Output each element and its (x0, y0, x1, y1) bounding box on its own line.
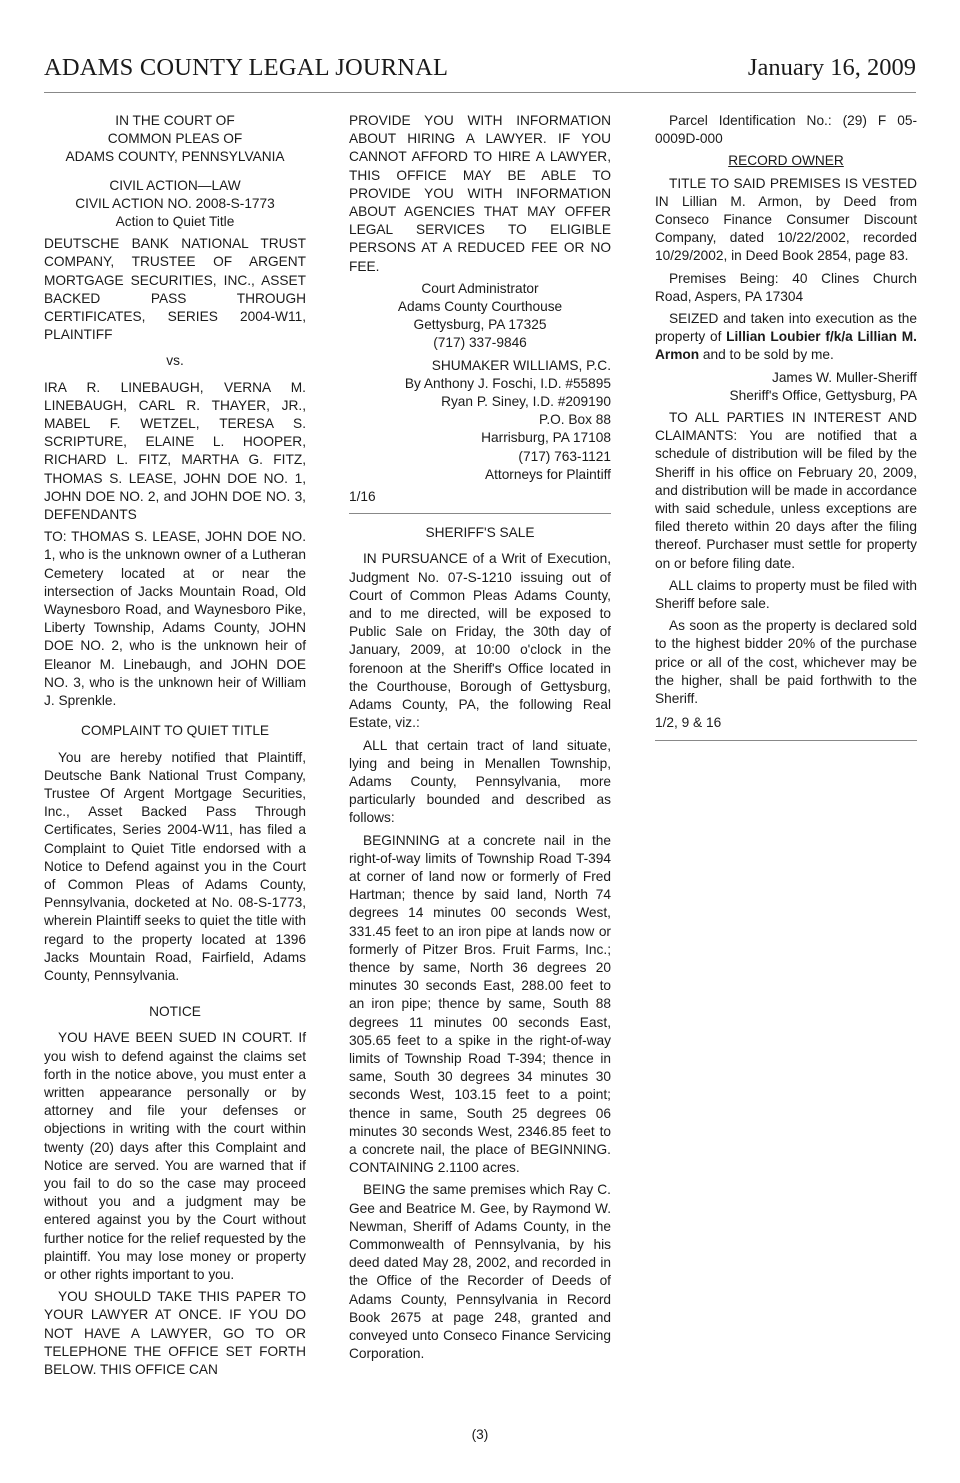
action-line: CIVIL ACTION NO. 2008-S-1773 (75, 195, 275, 211)
being-paragraph: BEING the same premises which Ray C. Gee and Beatrice M. Gee, by Raymond W. Newman, Sheriff of Adams County, in the Commonwealth of Pennsylvania, by his deed dated May 28, 2002, and recorded in the Office of the Recorder of Deeds of Adams County, Pennsylvania in Record Book 2675 at page 248, granted and conveyed unto Conseco Finance Servicing Corporation. (349, 1182, 611, 1362)
firm-line: By Anthony J. Foschi, I.D. #55895 (404, 375, 611, 391)
court-line: ADAMS COUNTY, PENNSYLVANIA (65, 149, 285, 165)
firm-line: Harrisburg, PA 17108 (481, 430, 611, 446)
sold-paragraph: As soon as the property is declared sold to the highest bidder 20% of the purchase price or all of the cost, whichever may be the higher, shall be paid forthwith to the Sheriff. (655, 618, 917, 707)
page-number: (3) (471, 1427, 489, 1442)
firm-line: Ryan P. Siney, I.D. #209190 (441, 394, 611, 410)
parcel-id: Parcel Identification No.: (29) F 05-0009D-000 (655, 113, 917, 147)
admin-line: Court Administrator (421, 280, 539, 296)
sheriff-sale-heading: SHERIFF'S SALE (425, 525, 535, 541)
provide-paragraph: PROVIDE YOU WITH INFORMATION ABOUT HIRING A LAWYER. IF YOU CANNOT AFFORD TO HIRE A LAWYER, THIS OFFICE MAY BE ABLE TO PROVIDE YOU WITH INFORMATION ABOUT AGENCIES THAT MAY OFFER LEGAL SERVICES TO ELIGIBLE PERSONS AT A REDUCED FEE OR NO FEE. (349, 113, 611, 274)
complaint-heading: COMPLAINT TO QUIET TITLE (80, 723, 270, 739)
column-1 (44, 112, 306, 1383)
divider (349, 513, 611, 514)
column-2 (349, 112, 611, 1367)
title-paragraph: TITLE TO SAID PREMISES IS VESTED IN Lillian M. Armon, by Deed from Conseco Finance Consumer Discount Company, dated 10/22/2002, recorded 10/29/2002, in Deed Book 2854, page 83. (655, 175, 917, 264)
publication-date: 1/16 (349, 489, 376, 505)
parties-paragraph: TO ALL PARTIES IN INTEREST AND CLAIMANTS: You are notified that a schedule of distribution will be filed by the Sheriff in his office on February 20, 2009, and distribution will be made in accordance with said schedule, unless exceptions are filed thereto within 20 days after the filing thereof. Purchaser must settle for property on or before filing date. (655, 410, 917, 571)
seized-paragraph: SEIZED and taken into execution as the property of Lillian Loubier f/k/a Lillian M. Armon and to be sold by me. (655, 311, 917, 363)
column-3 (655, 112, 917, 751)
complaint-paragraph: You are hereby notified that Plaintiff, Deutsche Bank National Trust Company, Trustee Of Argent Mortgage Securities, Inc., Asset Backed Pass Through Certificates, Series 2004-W11, has filed a Complaint to Quiet Title endorsed with a Notice to Defend against you in the Court of Common Pleas of Adams County, Pennsylvania, docketed at No. 08-S-1773, wherein Plaintiff seeks to quiet the title with regard to the property located at 1396 Jacks Mountain Road, Fairfield, Adams County, Pennsylvania. (44, 749, 306, 983)
issue-date: January 16, 2009 (747, 54, 916, 81)
notice-heading: NOTICE (149, 1004, 201, 1020)
pursuance-paragraph: IN PURSUANCE of a Writ of Execution, Judgment No. 07-S-1210 issuing out of Court of Common Pleas Adams County, and to me directed, will be exposed to Public Sale on Friday, the 30th day of January, 2009, at 10:00 o'clock in the forenoon at the Sheriff's Office located in the Courthouse, Borough of Gettysburg, Adams County, PA, the following Real Estate, viz.: (349, 551, 611, 731)
to-paragraph: TO: THOMAS S. LEASE, JOHN DOE NO. 1, who is the unknown owner of a Lutheran Cemetery located at or near the intersection of Jacks Mountain Road, Old Waynesboro Road, and Waynesboro Pike, Liberty Township, Adams County, JOHN DOE NO. 2, who is the unknown heir of Eleanor M. Linebaugh, and JOHN DOE NO. 3, who is the unknown heir of William J. Sprenkle. (44, 529, 306, 709)
take-paper-paragraph: YOU SHOULD TAKE THIS PAPER TO YOUR LAWYER AT ONCE. IF YOU DO NOT HAVE A LAWYER, GO TO OR TELEPHONE THE OFFICE SET FORTH BELOW. THIS OFFICE CAN (44, 1289, 306, 1377)
court-line: COMMON PLEAS OF (107, 131, 243, 147)
record-owner-heading: RECORD OWNER (728, 153, 844, 169)
publication-dates: 1/2, 9 & 16 (655, 715, 722, 731)
divider (655, 740, 917, 741)
beginning-paragraph: BEGINNING at a concrete nail in the right-of-way limits of Township Road T-394 at corner of land now or formerly of Fred Hartman; thence by said land, North 74 degrees 14 minutes 00 seconds West, 331.45 feet to an iron pipe at lands now or formerly of Pitzer Bros. Fruit Farms, Inc.; thence by same, North 36 degrees 20 minutes 30 seconds East, 288.00 feet to an iron pipe; thence by same, South 88 degrees 11 minutes 00 seconds East, 305.65 feet to a spike in the right-of-way limits of Township Road T-394; thence in same, South 30 degrees 34 minutes 30 seconds West, 103.15 feet to a point; thence in same, South 25 degrees 06 minutes 30 seconds West, 2346.85 feet to a concrete nail, the place of BEGINNING. CONTAINING 2.1100 acres. (349, 832, 611, 1176)
firm-line: (717) 763-1121 (518, 448, 611, 464)
property-owner-name: Lillian Loubier f/k/a Lillian M. Armon (655, 329, 917, 363)
admin-line: (717) 337-9846 (433, 335, 527, 351)
versus: vs. (166, 353, 184, 369)
action-line: Action to Quiet Title (115, 214, 235, 230)
premises-paragraph: Premises Being: 40 Clines Church Road, Aspers, PA 17304 (655, 270, 917, 304)
notice-paragraph: YOU HAVE BEEN SUED IN COURT. If you wish to defend against the claims set forth in the notice above, you must enter a written appearance personally or by attorney and file your defenses or objections in writing with the court within twenty (20) days after this Complaint and Notice are served. You are warned that if you fail to do so the case may proceed without you and a judgment may be entered against you by the Court without further notice for the relief requested by the plaintiff. You may lose money or property or other rights important to you. (44, 1030, 306, 1282)
tract-paragraph: ALL that certain tract of land situate, lying and being in Menallen Township, Adams County, Pennsylvania, more particularly bounded and described as follows: (349, 737, 611, 826)
sheriff-signature: James W. Muller-Sheriff (771, 369, 917, 385)
claims-paragraph: ALL claims to property must be filed with Sheriff before sale. (655, 577, 917, 612)
admin-line: Gettysburg, PA 17325 (413, 317, 547, 333)
masthead (44, 50, 916, 93)
defendants-caption: IRA R. LINEBAUGH, VERNA M. LINEBAUGH, CARL R. THAYER, JR., MABEL F. WETZEL, TERESA S. SCRIPTURE, ELAINE L. HOOPER, RICHARD L. FITZ, MARTHA G. FITZ, THOMAS S. LEASE, JOHN DOE NO. 1, JOHN DOE NO. 2, and JOHN DOE NO. 3, DEFENDANTS (44, 379, 306, 523)
firm-line: SHUMAKER WILLIAMS, P.C. (431, 357, 611, 373)
action-line: CIVIL ACTION—LAW (109, 177, 241, 193)
journal-title: ADAMS COUNTY LEGAL JOURNAL (44, 54, 449, 81)
sheriff-office: Sheriff's Office, Gettysburg, PA (729, 387, 917, 403)
admin-line: Adams County Courthouse (397, 299, 563, 315)
court-line: IN THE COURT OF (115, 113, 235, 128)
firm-line: Attorneys for Plaintiff (484, 466, 611, 482)
firm-line: P.O. Box 88 (538, 412, 611, 428)
plaintiff-caption: DEUTSCHE BANK NATIONAL TRUST COMPANY, TRUSTEE OF ARGENT MORTGAGE SECURITIES, INC., ASSET BACKED PASS THROUGH CERTIFICATES, SERIES 2004-W11, PLAINTIFF (44, 236, 306, 343)
